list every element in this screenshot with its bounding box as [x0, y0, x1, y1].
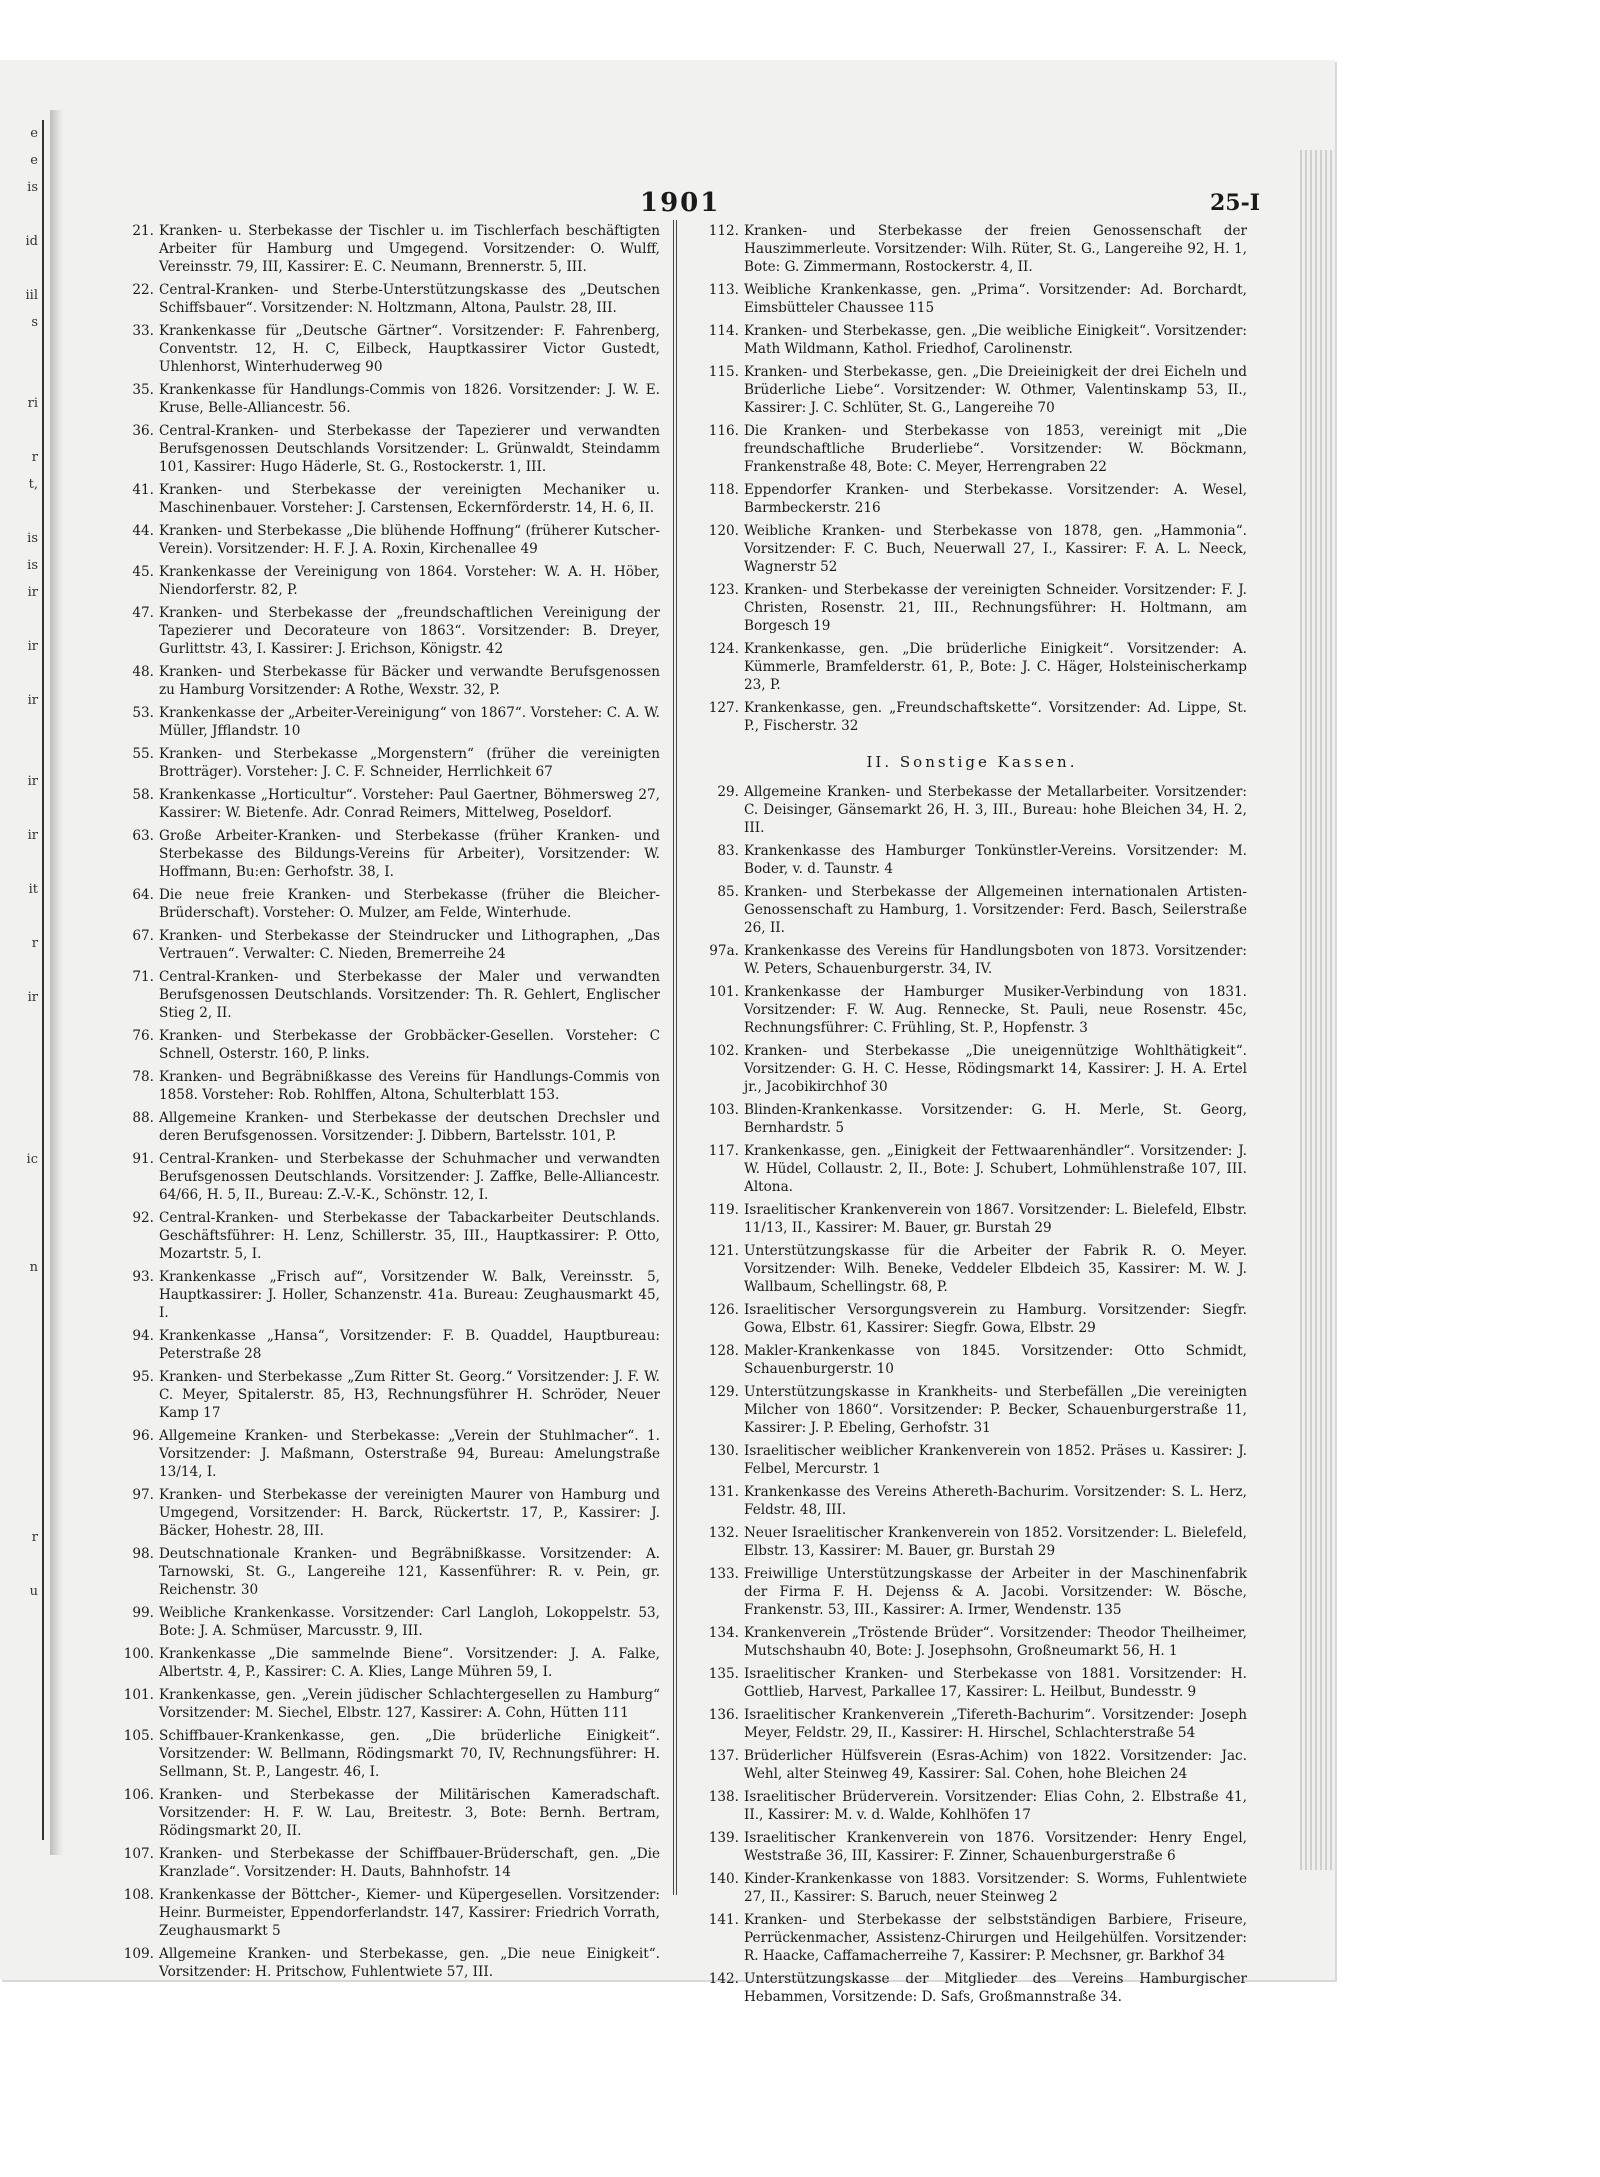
previous-page-edge: [0, 120, 44, 1840]
entry-number: 112.: [708, 223, 739, 239]
directory-entry: [112, 1109, 660, 1145]
directory-entry: [112, 481, 660, 517]
directory-entry: [697, 1624, 1247, 1660]
entry-text: Israelitischer Versorgungsverein zu Hamburg. Vorsitzender: Siegfr. Gowa, Elbstr. 61, Kassirer: Siegfr. Gowa, Elbstr. 29: [744, 1302, 1247, 1336]
margin-fragment: ir: [27, 693, 38, 708]
entry-number: 63.: [132, 828, 154, 844]
directory-entry: [112, 1786, 660, 1840]
page-stack-edge: [1300, 150, 1335, 1870]
entry-text: Krankenkasse der „Arbeiter-Vereinigung“ von 1867“. Vorsteher: C. A. W. Müller, Jfflandstr. 10: [159, 705, 660, 739]
directory-entry: [697, 942, 1247, 978]
entry-number: 141.: [708, 1912, 739, 1928]
margin-fragment: ir: [27, 774, 38, 789]
entry-number: 58.: [132, 787, 154, 803]
margin-fragment: r: [31, 450, 38, 465]
entry-number: 102.: [708, 1043, 739, 1059]
directory-entry: [112, 827, 660, 881]
entry-number: 124.: [708, 641, 739, 657]
entry-number: 123.: [708, 582, 739, 598]
margin-fragment: e: [30, 126, 38, 141]
directory-entry: [697, 983, 1247, 1037]
entry-text: Krankenkasse „Horticultur“. Vorsteher: Paul Gaertner, Böhmersweg 27, Kassirer: W. Bietenfe. Adr. Conrad Reimers, Mittelweg, Poseldorf.: [159, 787, 660, 821]
entry-number: 136.: [708, 1707, 739, 1723]
margin-fragment: [0, 1443, 38, 1470]
entry-number: 78.: [132, 1069, 154, 1085]
entry-text: Krankenkasse „Hansa“, Vorsitzender: F. B. Quaddel, Hauptbureau: Peterstraße 28: [159, 1328, 660, 1362]
directory-entry: [697, 222, 1247, 276]
entry-number: 45.: [132, 564, 154, 580]
margin-fragment: [0, 1065, 38, 1092]
entry-number: 92.: [132, 1210, 154, 1226]
right-column: [697, 222, 1247, 2011]
directory-entry: [112, 1486, 660, 1540]
directory-entry: [697, 1242, 1247, 1296]
directory-entry: [112, 1604, 660, 1640]
directory-entry: [112, 1368, 660, 1422]
entry-text: Kranken- und Sterbekasse der vereinigten Maurer von Hamburg und Umgegend, Vorsitzender: H. Barck, Rückertstr. 17, P., Kassirer: J. Bäcker, Hohestr. 28, III.: [159, 1487, 660, 1539]
entry-text: Blinden-Krankenkasse. Vorsitzender: G. H. Merle, St. Georg, Bernhardstr. 5: [744, 1102, 1247, 1136]
directory-entry: [697, 1483, 1247, 1519]
page-header: [120, 188, 1260, 224]
page-number: 25-I: [1209, 190, 1260, 216]
entry-number: 101.: [123, 1687, 154, 1703]
entry-text: Die Kranken- und Sterbekasse von 1853, vereinigt mit „Die freundschaftliche Bruderliebe“. Vorsitzender: W. Böckmann, Frankenstraße 48, Bote: C. Meyer, Herrengraben 22: [744, 423, 1247, 475]
directory-entry: [112, 1268, 660, 1322]
entry-text: Krankenkasse der Böttcher-, Kiemer- und Küpergesellen. Vorsitzender: Heinr. Burmeister, Eppendorferlandstr. 147, Kassirer: Friedrich Vorrath, Zeughausmarkt 5: [159, 1887, 660, 1939]
margin-fragment: ir: [27, 639, 38, 654]
entry-text: Kranken- und Sterbekasse der vereinigten Mechaniker u. Maschinenbauer. Vorsteher: J. Carstensen, Eckernförderstr. 14, H. 6, II.: [159, 482, 660, 516]
entry-number: 41.: [132, 482, 154, 498]
margin-fragment: [0, 1011, 38, 1038]
entry-number: 93.: [132, 1269, 154, 1285]
entry-number: 130.: [708, 1443, 739, 1459]
entry-text: Central-Kranken- und Sterbekasse der Tabackarbeiter Deutschlands. Geschäftsführer: H. Lenz, Schillerstr. 35, III., Hauptkassirer: P. Otto, Mozartstr. 5, I.: [159, 1210, 660, 1262]
entry-text: Eppendorfer Kranken- und Sterbekasse. Vorsitzender: A. Wesel, Barmbeckerstr. 216: [744, 482, 1247, 516]
margin-fragment: [0, 1605, 38, 1632]
directory-entry: [112, 1686, 660, 1722]
directory-entry: [112, 422, 660, 476]
entry-number: 108.: [123, 1887, 154, 1903]
entry-number: 76.: [132, 1028, 154, 1044]
directory-entry: [112, 886, 660, 922]
entry-number: 33.: [132, 323, 154, 339]
directory-entry: [697, 699, 1247, 735]
margin-fragment: ir: [27, 990, 38, 1005]
entry-text: Israelitischer Brüderverein. Vorsitzender: Elias Cohn, 2. Elbstraße 41, II., Kassirer: M. v. d. Walde, Kohlhöfen 17: [744, 1789, 1247, 1823]
directory-entry: [112, 968, 660, 1022]
entry-text: Große Arbeiter-Kranken- und Sterbekasse (früher Kranken- und Sterbekasse des Bildungs-Vereins für Arbeiter), Vorsitzender: W. Hoffmann, Bu:en: Gerhofstr. 38, I.: [159, 828, 660, 880]
entry-text: Unterstützungskasse der Mitglieder des Vereins Hamburgischer Hebammen, Vorsitzende: D. Safs, Großmannstraße 34.: [744, 1971, 1247, 2005]
entry-text: Israelitischer Krankenverein von 1867. Vorsitzender: L. Bielefeld, Elbstr. 11/13, II., Kassirer: M. Bauer, gr. Burstah 29: [744, 1202, 1247, 1236]
entry-number: 139.: [708, 1830, 739, 1846]
entry-number: 109.: [123, 1946, 154, 1962]
entry-number: 134.: [708, 1625, 739, 1641]
entry-text: Die neue freie Kranken- und Sterbekasse (früher die Bleicher-Brüderschaft). Vorsteher: O. Mulzer, am Felde, Winterhude.: [159, 887, 660, 921]
directory-entry: [112, 1150, 660, 1204]
margin-fragment: [0, 1227, 38, 1254]
entry-text: Kranken- und Sterbekasse der freien Genossenschaft der Hauszimmerleute. Vorsitzender: Wilh. Rüter, St. G., Langereihe 92, H. 1, Bote: G. Zimmermann, Rostockerstr. 4, II.: [744, 223, 1247, 275]
entry-text: Kranken- und Sterbekasse für Bäcker und verwandte Berufsgenossen zu Hamburg Vorsitzender: A Rothe, Wexstr. 32, P.: [159, 664, 660, 698]
directory-entry: [697, 1747, 1247, 1783]
margin-fragment: [0, 714, 38, 741]
entry-text: Krankenverein „Tröstende Brüder“. Vorsitzender: Theodor Theilheimer, Mutschshaubn 40, Bote: J. Josephsohn, Großneumarkt 56, H. 1: [744, 1625, 1247, 1659]
entry-text: Kranken- und Sterbekasse der vereinigten Schneider. Vorsitzender: F. J. Christen, Rosenstr. 21, III., Rechnungsführer: H. Holtmann, am Borgesch 19: [744, 582, 1247, 634]
entry-number: 71.: [132, 969, 154, 985]
directory-entry: [112, 1727, 660, 1781]
entry-number: 47.: [132, 605, 154, 621]
margin-fragment: [0, 849, 38, 876]
directory-entry: [697, 1870, 1247, 1906]
entry-number: 55.: [132, 746, 154, 762]
entry-number: 135.: [708, 1666, 739, 1682]
entry-number: 88.: [132, 1110, 154, 1126]
margin-fragment: [0, 660, 38, 687]
left-column: [112, 222, 660, 1986]
entry-text: Krankenkasse für Handlungs-Commis von 1826. Vorsitzender: J. W. E. Kruse, Belle-Alliancestr. 56.: [159, 382, 660, 416]
entry-number: 95.: [132, 1369, 154, 1385]
margin-fragment: u: [29, 1584, 38, 1599]
directory-entry: [112, 1027, 660, 1063]
directory-entry: [112, 1327, 660, 1363]
entry-number: 116.: [708, 423, 739, 439]
entry-text: Kranken- und Sterbekasse der „freundschaftlichen Vereinigung der Tapezierer und Decorateure von 1863“. Vorsitzender: B. Dreyer, Gurlittstr. 43, I. Kassirer: J. Erichson, Königstr. 42: [159, 605, 660, 657]
margin-fragment: [0, 1335, 38, 1362]
margin-fragment: [0, 1200, 38, 1227]
entry-text: Kranken- und Sterbekasse der Militärischen Kameradschaft. Vorsitzender: H. F. W. Lau, Breitestr. 3, Bote: Bernh. Bertram, Rödingsmarkt 20, II.: [159, 1787, 660, 1839]
entry-text: Kranken- und Sterbekasse, gen. „Die weibliche Einigkeit“. Vorsitzender: Math Wildmann, Kathol. Friedhof, Carolinenstr.: [744, 323, 1247, 357]
entry-number: 132.: [708, 1525, 739, 1541]
directory-entry: [112, 281, 660, 317]
margin-fragment: [0, 1497, 38, 1524]
entry-text: Kranken- und Sterbekasse der Schiffbauer-Brüderschaft, gen. „Die Kranzlade“. Vorsitzender: H. Dauts, Bahnhofstr. 14: [159, 1846, 660, 1880]
entry-text: Allgemeine Kranken- und Sterbekasse, gen. „Die neue Einigkeit“. Vorsitzender: H. Pritschow, Fuhlentwiete 57, III.: [159, 1946, 660, 1980]
entry-number: 22.: [132, 282, 154, 298]
entry-number: 119.: [708, 1202, 739, 1218]
entry-number: 36.: [132, 423, 154, 439]
entry-number: 121.: [708, 1243, 739, 1259]
margin-fragment: [0, 498, 38, 525]
margin-fragment: [0, 1173, 38, 1200]
entry-number: 138.: [708, 1789, 739, 1805]
directory-entry: [112, 927, 660, 963]
entry-text: Central-Kranken- und Sterbekasse der Maler und verwandten Berufsgenossen Deutschlands. Vorsitzender: Th. R. Gehlert, Englischer Stieg 2, II.: [159, 969, 660, 1021]
directory-entry: [112, 1645, 660, 1681]
entry-text: Kranken- und Sterbekasse der Steindrucker und Lithographen, „Das Vertrauen“. Verwalter: C. Nieden, Bremerreihe 24: [159, 928, 660, 962]
entry-number: 115.: [708, 364, 739, 380]
entry-number: 127.: [708, 700, 739, 716]
margin-fragment: is: [27, 180, 38, 195]
directory-entry: [697, 481, 1247, 517]
entry-number: 107.: [123, 1846, 154, 1862]
entry-text: Krankenkasse der Hamburger Musiker-Verbindung von 1831. Vorsitzender: F. W. Aug. Rennecke, St. Pauli, neue Rosenstr. 45c, Rechnungsführer: C. Frühling, St. P., Hopfenstr. 3: [744, 984, 1247, 1036]
entry-number: 67.: [132, 928, 154, 944]
entry-text: Kranken- und Sterbekasse, gen. „Die Dreieinigkeit der drei Eicheln und Brüderliche Liebe“. Vorsitzender: W. Othmer, Valentinskamp 53, II., Kassirer: J. C. Schlüter, St. G., Langereihe 70: [744, 364, 1247, 416]
margin-fragment: ir: [27, 828, 38, 843]
entry-number: 96.: [132, 1428, 154, 1444]
entry-text: Kranken- und Sterbekasse „Die uneigennützige Wohlthätigkeit“. Vorsitzender: G. H. C. Hesse, Rödingsmarkt 14, Kassirer: J. H. A. Ertel jr., Jacobikirchhof 30: [744, 1043, 1247, 1095]
margin-fragment: [0, 957, 38, 984]
entry-text: Kranken- und Sterbekasse der Allgemeinen internationalen Artisten-Genossenschaft zu Hamburg, 1. Vorsitzender: Ferd. Basch, Seilerstraße 26, II.: [744, 884, 1247, 936]
margin-fragment: [0, 741, 38, 768]
margin-fragment: [0, 1470, 38, 1497]
directory-entry: [697, 1201, 1247, 1237]
margin-fragment: r: [31, 1530, 38, 1545]
directory-entry: [112, 745, 660, 781]
directory-entry: [112, 1845, 660, 1881]
margin-fragment: [0, 1092, 38, 1119]
entry-text: Israelitischer weiblicher Krankenverein von 1852. Präses u. Kassirer: J. Felbel, Mercurstr. 1: [744, 1443, 1247, 1477]
margin-fragment: [0, 1416, 38, 1443]
entry-text: Kranken- und Begräbnißkasse des Vereins für Handlungs-Commis von 1858. Vorsteher: Rob. Rohlffen, Altona, Schulterblatt 153.: [159, 1069, 660, 1103]
entry-text: Unterstützungskasse in Krankheits- und Sterbefällen „Die vereinigten Milcher von 1860“. Vorsitzender: P. Becker, Schauenburgerstraße 11, Kassirer: J. P. Ebeling, Gerhofstr. 31: [744, 1384, 1247, 1436]
entry-text: Krankenkasse „Frisch auf“, Vorsitzender W. Balk, Vereinsstr. 5, Hauptkassirer: J. Holler, Schanzenstr. 41a. Bureau: Zeughausmarkt 45, I.: [159, 1269, 660, 1321]
entry-text: Krankenkasse „Die sammelnde Biene“. Vorsitzender: J. A. Falke, Albertstr. 4, P., Kassirer: C. A. Klies, Lange Mühren 59, I.: [159, 1646, 660, 1680]
entry-text: Krankenkasse, gen. „Die brüderliche Einigkeit“. Vorsitzender: A. Kümmerle, Bramfelderstr. 61, P., Bote: J. C. Häger, Holsteinischerkamp 23, P.: [744, 641, 1247, 693]
entry-number: 133.: [708, 1566, 739, 1582]
entry-text: Krankenkasse der Vereinigung von 1864. Vorsteher: W. A. H. Höber, Niendorferstr. 82, P.: [159, 564, 660, 598]
entry-text: Kranken- und Sterbekasse der Grobbäcker-Gesellen. Vorsteher: C Schnell, Osterstr. 160, P. links.: [159, 1028, 660, 1062]
margin-fragment: is: [27, 531, 38, 546]
directory-entry: [697, 1301, 1247, 1337]
entry-number: 105.: [123, 1728, 154, 1744]
entry-number: 128.: [708, 1343, 739, 1359]
entry-number: 113.: [708, 282, 739, 298]
entry-text: Allgemeine Kranken- und Sterbekasse: „Verein der Stuhlmacher“. 1. Vorsitzender: J. Maßmann, Osterstraße 94, Bureau: Amelungstraße 13/14, I.: [159, 1428, 660, 1480]
directory-entry: [697, 842, 1247, 878]
directory-entry: [697, 1442, 1247, 1478]
margin-fragment: [0, 1119, 38, 1146]
margin-fragment: [0, 201, 38, 228]
margin-fragment: [0, 795, 38, 822]
entry-text: Schiffbauer-Krankenkasse, gen. „Die brüderliche Einigkeit“. Vorsitzender: W. Bellmann, Rödingsmarkt 70, IV, Rechnungsführer: H. Sellmann, St. P., Langestr. 46, I.: [159, 1728, 660, 1780]
entry-text: Makler-Krankenkasse von 1845. Vorsitzender: Otto Schmidt, Schauenburgerstr. 10: [744, 1343, 1247, 1377]
directory-entry: [697, 581, 1247, 635]
directory-entry: [112, 1068, 660, 1104]
entry-number: 64.: [132, 887, 154, 903]
entry-text: Kranken- und Sterbekasse „Zum Ritter St. Georg.“ Vorsitzender: J. F. W. C. Meyer, Spitalerstr. 85, H3, Rechnungsführer H. Schröder, Neuer Kamp 17: [159, 1369, 660, 1421]
directory-entry: [112, 704, 660, 740]
entry-number: 53.: [132, 705, 154, 721]
directory-entry: [697, 1042, 1247, 1096]
entry-number: 129.: [708, 1384, 739, 1400]
directory-entry: [697, 1665, 1247, 1701]
margin-fragment: [0, 417, 38, 444]
entry-number: 44.: [132, 523, 154, 539]
directory-entry: [112, 1427, 660, 1481]
entry-number: 118.: [708, 482, 739, 498]
entry-text: Kranken- u. Sterbekasse der Tischler u. im Tischlerfach beschäftigten Arbeiter für Hamburg und Umgegend. Vorsitzender: O. Wulff, Vereinsstr. 79, III, Kassirer: E. C. Neumann, Brennerstr. 5, III.: [159, 223, 660, 275]
entry-number: 106.: [123, 1787, 154, 1803]
entry-number: 83.: [717, 843, 739, 859]
entry-text: Israelitischer Kranken- und Sterbekasse von 1881. Vorsitzender: H. Gottlieb, Harvest, Parkallee 17, Kassirer: L. Heilbut, Bundesstr. 9: [744, 1666, 1247, 1700]
directory-entry: [112, 1886, 660, 1940]
entry-number: 21.: [132, 223, 154, 239]
margin-fragment: t,: [28, 477, 38, 492]
entry-text: Freiwillige Unterstützungskasse der Arbeiter in der Maschinenfabrik der Firma F. H. Dejenss & A. Jacobi. Vorsitzender: W. Bösche, Frankenstr. 53, III., Kassirer: A. Irmer, Wendenstr. 135: [744, 1566, 1247, 1618]
margin-fragment: ir: [27, 585, 38, 600]
directory-entry: [112, 1545, 660, 1599]
entry-number: 101.: [708, 984, 739, 1000]
margin-fragment: [0, 1308, 38, 1335]
entry-text: Kranken- und Sterbekasse der selbstständigen Barbiere, Friseure, Perrückenmacher, Assistenz-Chirurgen und Heilgehülfen. Vorsitzender: R. Haacke, Caffamacherreihe 7, Kassirer: P. Mechsner, gr. Barkhof 34: [744, 1912, 1247, 1964]
margin-fragment: [0, 1281, 38, 1308]
entry-text: Weibliche Kranken- und Sterbekasse von 1878, gen. „Hammonia“. Vorsitzender: F. C. Buch, Neuerwall 27, I., Kassirer: F. A. L. Neeck, Wagnerstr 52: [744, 523, 1247, 575]
directory-entry: [697, 422, 1247, 476]
entry-text: Weibliche Krankenkasse. Vorsitzender: Carl Langloh, Lokoppelstr. 53, Bote: J. A. Schmüser, Marcusstr. 9, III.: [159, 1605, 660, 1639]
entry-text: Krankenkasse, gen. „Freundschaftskette“. Vorsitzender: Ad. Lippe, St. P., Fischerstr. 32: [744, 700, 1247, 734]
entry-text: Allgemeine Kranken- und Sterbekasse der deutschen Drechsler und deren Berufsgenossen. Vorsitzender: J. Dibbern, Bartelsstr. 101, P.: [159, 1110, 660, 1144]
directory-entry: [112, 604, 660, 658]
entry-text: Kranken- und Sterbekasse „Die blühende Hoffnung“ (früherer Kutscher-Verein). Vorsitzender: H. F. J. A. Roxin, Kirchenallee 49: [159, 523, 660, 557]
entry-number: 98.: [132, 1546, 154, 1562]
entry-text: Krankenkasse des Vereins für Handlungsboten von 1873. Vorsitzender: W. Peters, Schauenburgerstr. 34, IV.: [744, 943, 1247, 977]
margin-fragment: [0, 1038, 38, 1065]
margin-fragment: ri: [27, 396, 38, 411]
margin-fragment: n: [29, 1260, 38, 1275]
entry-number: 126.: [708, 1302, 739, 1318]
directory-entry: [697, 1706, 1247, 1742]
entry-text: Unterstützungskasse für die Arbeiter der Fabrik R. O. Meyer. Vorsitzender: Wilh. Beneke, Veddeler Elbdeich 35, Kassirer: M. W. J. Wallbaum, Schellingstr. 68, P.: [744, 1243, 1247, 1295]
entry-number: 94.: [132, 1328, 154, 1344]
section-heading: II. Sonstige Kassen.: [866, 753, 1078, 771]
margin-fragment: iil: [25, 288, 38, 303]
margin-fragment: r: [31, 936, 38, 951]
directory-entry: [697, 640, 1247, 694]
entry-number: 131.: [708, 1484, 739, 1500]
margin-fragment: [0, 606, 38, 633]
entry-number: 97.: [132, 1487, 154, 1503]
directory-entry: [112, 1945, 660, 1981]
entry-text: Kinder-Krankenkasse von 1883. Vorsitzender: S. Worms, Fuhlentwiete 27, II., Kassirer: S. Baruch, neuer Steinweg 2: [744, 1871, 1247, 1905]
directory-entry: [697, 1829, 1247, 1865]
entry-text: Central-Kranken- und Sterbekasse der Schuhmacher und verwandten Berufsgenossen Deutschlands. Vorsitzender: J. Zaffke, Belle-Alliancestr. 64/66, H. 5, II., Bureau: Z.-V.-K., Schönstr. 12, I.: [159, 1151, 660, 1203]
directory-entry: [697, 281, 1247, 317]
entry-text: Kranken- und Sterbekasse „Morgenstern“ (früher die vereinigten Brotträger). Vorsteher: J. C. F. Schneider, Herrlichkeit 67: [159, 746, 660, 780]
directory-entry: [697, 1342, 1247, 1378]
entry-number: 137.: [708, 1748, 739, 1764]
directory-entry: [112, 786, 660, 822]
directory-entry: [697, 1788, 1247, 1824]
directory-entry: [697, 1101, 1247, 1137]
directory-entry: [697, 783, 1247, 837]
directory-entry: [112, 222, 660, 276]
entry-number: 100.: [123, 1646, 154, 1662]
directory-entry: [697, 1383, 1247, 1437]
margin-fragment: [0, 903, 38, 930]
directory-entry: [697, 1970, 1247, 2006]
margin-fragment: ic: [26, 1152, 38, 1167]
margin-fragment: e: [30, 153, 38, 168]
entry-number: 120.: [708, 523, 739, 539]
entry-text: Central-Kranken- und Sterbekasse der Tapezierer und verwandten Berufsgenossen Deutschlands Vorsitzender: L. Grünwaldt, Steindamm 101, Kassirer: Hugo Häderle, St. G., Rostockerstr. 1, III.: [159, 423, 660, 475]
directory-entry: [112, 663, 660, 699]
directory-entry: [112, 1209, 660, 1263]
entry-text: Neuer Israelitischer Krankenverein von 1852. Vorsitzender: L. Bielefeld, Elbstr. 13, Kassirer: M. Bauer, gr. Burstah 29: [744, 1525, 1247, 1559]
directory-entry: [697, 883, 1247, 937]
entry-text: Krankenkasse für „Deutsche Gärtner“. Vorsitzender: F. Fahrenberg, Conventstr. 12, H. C, Eilbeck, Hauptkassirer Victor Gustedt, Uhlenhorst, Winterhuderweg 90: [159, 323, 660, 375]
entry-number: 29.: [717, 784, 739, 800]
entry-number: 103.: [708, 1102, 739, 1118]
entry-text: Israelitischer Krankenverein von 1876. Vorsitzender: Henry Engel, Weststraße 36, III, Kassirer: F. Zinner, Schauenburgerstraße 6: [744, 1830, 1247, 1864]
entry-text: Central-Kranken- und Sterbe-Unterstützungskasse des „Deutschen Schiffsbauer“. Vorsitzender: N. Holtzmann, Altona, Paulstr. 28, III.: [159, 282, 660, 316]
entry-number: 99.: [132, 1605, 154, 1621]
directory-entry: [697, 322, 1247, 358]
directory-entry: [697, 363, 1247, 417]
margin-fragment: [0, 1362, 38, 1389]
directory-entry: [697, 1142, 1247, 1196]
entry-text: Krankenkasse des Vereins Athereth-Bachurim. Vorsitzender: S. L. Herz, Feldstr. 48, III.: [744, 1484, 1247, 1518]
directory-entry: [112, 381, 660, 417]
directory-entry: [697, 1911, 1247, 1965]
directory-entry: [697, 522, 1247, 576]
entry-number: 114.: [708, 323, 739, 339]
column-divider: [673, 220, 677, 1895]
directory-entry: [112, 563, 660, 599]
directory-entry: [112, 322, 660, 376]
entry-text: Krankenkasse, gen. „Verein jüdischer Schlachtergesellen zu Hamburg“ Vorsitzender: M. Siechel, Elbstr. 127, Kassirer: A. Cohn, Hütten 111: [159, 1687, 660, 1721]
entry-number: 97a.: [709, 943, 739, 959]
margin-fragment: [0, 1389, 38, 1416]
directory-entry: [112, 522, 660, 558]
margin-fragment: s: [31, 315, 38, 330]
entry-text: Krankenkasse, gen. „Einigkeit der Fettwaarenhändler“. Vorsitzender: J. W. Hüdel, Collaustr. 2, II., Bote: J. Schubert, Lohmühlenstraße 107, III. Altona.: [744, 1143, 1247, 1195]
page-year: 1901: [640, 188, 721, 218]
directory-entry: [697, 1565, 1247, 1619]
entry-number: 35.: [132, 382, 154, 398]
margin-fragment: is: [27, 558, 38, 573]
entry-number: 142.: [708, 1971, 739, 1987]
margin-fragment: [0, 255, 38, 282]
entry-text: Weibliche Krankenkasse, gen. „Prima“. Vorsitzender: Ad. Borchardt, Eimsbütteler Chaussee 115: [744, 282, 1247, 316]
entry-text: Brüderlicher Hülfsverein (Esras-Achim) von 1822. Vorsitzender: Jac. Wehl, alter Steinweg 49, Kassirer: Sal. Cohen, hohe Bleichen 24: [744, 1748, 1247, 1782]
margin-fragment: id: [25, 234, 38, 249]
entry-number: 140.: [708, 1871, 739, 1887]
margin-fragment: it: [28, 882, 38, 897]
entry-text: Allgemeine Kranken- und Sterbekasse der Metallarbeiter. Vorsitzender: C. Deisinger, Gänsemarkt 26, H. 3, III., Bureau: hohe Bleichen 34, H. 2, III.: [744, 784, 1247, 836]
directory-entry: [697, 1524, 1247, 1560]
entry-number: 48.: [132, 664, 154, 680]
entry-number: 117.: [708, 1143, 739, 1159]
entry-text: Israelitischer Krankenverein „Tifereth-Bachurim“. Vorsitzender: Joseph Meyer, Feldstr. 29, II., Kassirer: H. Hirschel, Schlachterstraße 54: [744, 1707, 1247, 1741]
entry-number: 85.: [717, 884, 739, 900]
entry-number: 91.: [132, 1151, 154, 1167]
book-gutter: [50, 110, 64, 1855]
entry-text: Deutschnationale Kranken- und Begräbnißkasse. Vorsitzender: A. Tarnowski, St. G., Langereihe 121, Kassenführer: R. v. Pein, gr. Reichenstr. 30: [159, 1546, 660, 1598]
margin-fragment: [0, 1551, 38, 1578]
margin-fragment: [0, 336, 38, 363]
entry-text: Krankenkasse des Hamburger Tonkünstler-Vereins. Vorsitzender: M. Boder, v. d. Taunstr. 4: [744, 843, 1247, 877]
margin-fragment: [0, 363, 38, 390]
